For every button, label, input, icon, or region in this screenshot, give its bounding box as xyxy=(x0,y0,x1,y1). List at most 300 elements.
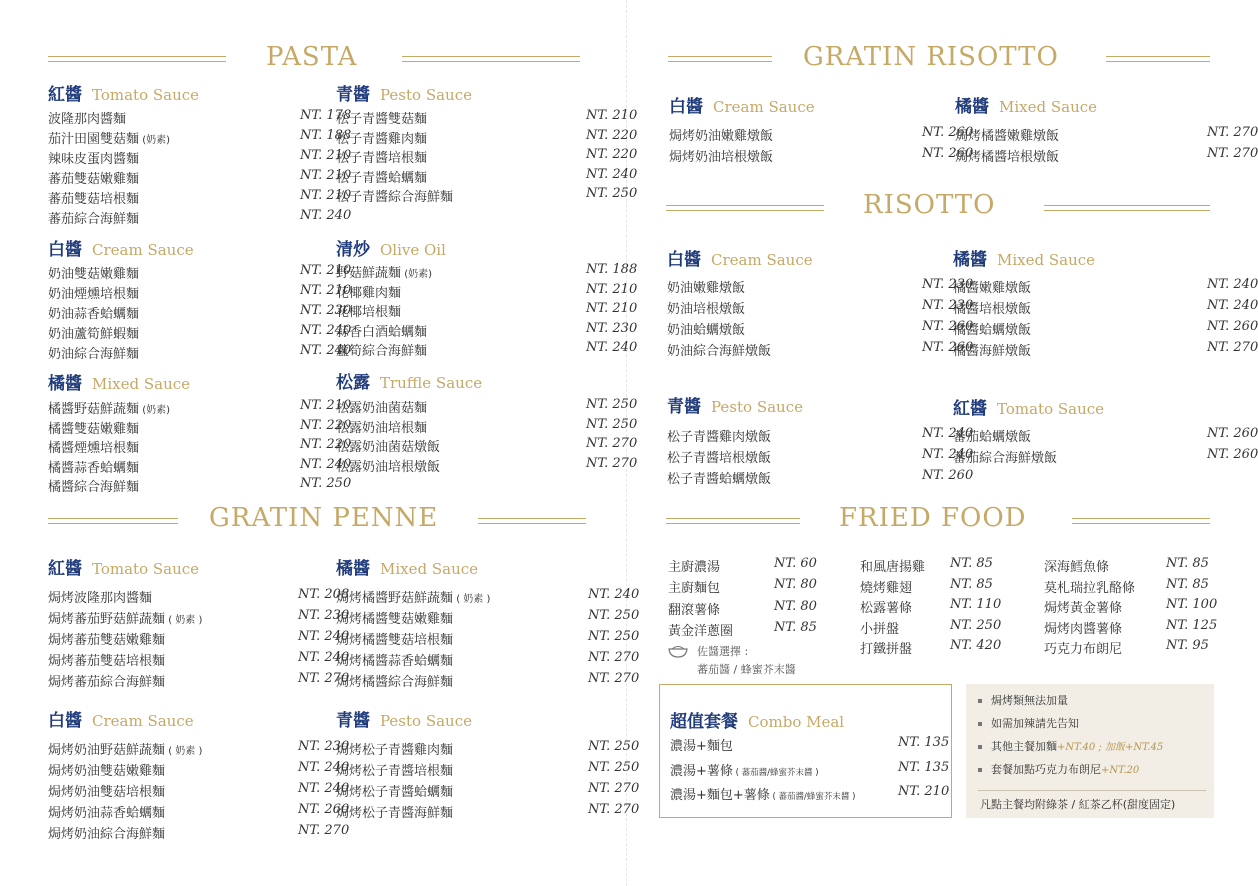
item-name: 焗烤奶油雙菇培根麵 xyxy=(48,785,166,800)
item-name: 茄汁田園雙菇麵 (奶素) xyxy=(48,132,170,147)
item-name: 焗烤橘醬雙菇培根麵 xyxy=(336,633,454,648)
dip-options: 蕃茄醬 / 蜂蜜芥末醬 xyxy=(697,663,796,676)
item-price: NT. 250 xyxy=(588,608,640,623)
pasta-tomato-item xyxy=(48,168,350,188)
combo-header xyxy=(670,707,844,732)
item-price: NT. 208 xyxy=(298,587,350,602)
item-price: NT. 270 xyxy=(586,455,638,471)
fried-col3-item xyxy=(1044,597,1216,617)
item-price: NT. 270 xyxy=(588,650,640,665)
rule xyxy=(666,518,800,524)
item-name: 橘醬雙菇嫩雞麵 xyxy=(48,421,140,437)
note-text: 套餐加點巧克力布朗尼 xyxy=(991,763,1101,776)
item-name: 焗烤松子青醬雞肉麵 xyxy=(336,743,454,758)
risotto-tomato-header xyxy=(953,394,1104,419)
risotto-pesto-item xyxy=(667,468,972,488)
item-price: NT. 85 xyxy=(1166,576,1209,592)
item-name: 蕃茄雙菇嫩雞麵 xyxy=(48,172,140,187)
item-price: NT. 178 xyxy=(300,108,352,123)
sauce-name-zh: 紅醬 xyxy=(953,399,987,419)
item-price: NT. 60 xyxy=(774,556,817,571)
pasta-cream-item xyxy=(48,303,350,323)
section-title-gratin-penne: GRATIN PENNE xyxy=(209,503,439,533)
item-name: 焗烤奶油蒜香蛤蠣麵 xyxy=(48,806,166,821)
sauce-name-en: Mixed Sauce xyxy=(92,375,191,393)
pasta-tomato-item xyxy=(48,188,350,208)
item-name: 松子青醬蛤蠣麵 xyxy=(336,170,428,186)
item-price: NT. 80 xyxy=(774,577,817,593)
risotto-cream-item xyxy=(667,298,972,318)
combo-item xyxy=(670,735,950,755)
item-price: NT. 250 xyxy=(588,760,640,775)
item-name: 奶油蛤蠣燉飯 xyxy=(667,323,746,338)
pasta-mixed-item xyxy=(48,457,350,477)
pasta-olive-item xyxy=(336,262,636,282)
item-price: NT. 250 xyxy=(586,416,638,432)
item-name: 焗烤松子青醬海鮮麵 xyxy=(336,806,454,821)
pasta-pesto-item xyxy=(336,147,636,167)
fried-col3-item xyxy=(1044,577,1216,597)
item-name: 奶油綜合海鮮麵 xyxy=(48,347,140,362)
fried-col2-item xyxy=(860,597,1000,617)
item-name: 蕃茄雙菇培根麵 xyxy=(48,192,140,207)
divider xyxy=(978,790,1206,791)
item-price: NT. 270 xyxy=(298,671,350,686)
item-name: 橘醬煙燻培根麵 xyxy=(48,441,140,456)
pasta-olive-item xyxy=(336,282,636,302)
pasta-mixed-item xyxy=(48,437,350,457)
item-price: NT. 210 xyxy=(300,148,352,163)
penne-cream-item xyxy=(48,823,348,843)
gratin-risotto-mixed-header xyxy=(955,92,1097,117)
item-price: NT. 110 xyxy=(950,597,1002,612)
combo-item-price: NT. 135 xyxy=(898,760,950,775)
rule xyxy=(478,518,586,524)
item-price: NT. 85 xyxy=(950,556,993,571)
item-name: 橘醬蒜香蛤蠣麵 xyxy=(48,460,140,476)
item-price: NT. 240 xyxy=(1207,298,1258,313)
item-price: NT. 260 xyxy=(922,125,974,140)
item-price: NT. 85 xyxy=(950,576,993,592)
risotto-cream-item xyxy=(667,277,972,297)
rule xyxy=(1044,205,1210,211)
fried-col2-item xyxy=(860,577,1000,597)
combo-item-price: NT. 210 xyxy=(898,784,950,799)
note-text: 其他主餐加麵 xyxy=(991,740,1057,753)
bullet-icon xyxy=(978,768,982,772)
item-price: NT. 260 xyxy=(1207,319,1258,334)
combo-item-name: 濃湯+麵包 xyxy=(670,739,733,754)
fried-col2-item xyxy=(860,618,1000,638)
penne-mixed-item xyxy=(336,608,638,628)
item-price: NT. 420 xyxy=(950,638,1002,653)
item-price: NT. 210 xyxy=(586,301,638,316)
risotto-mixed-item xyxy=(953,298,1257,318)
pasta-cream-item xyxy=(48,323,350,343)
rule xyxy=(1072,518,1210,524)
item-name: 花椰培根麵 xyxy=(336,305,402,320)
notes-footer: 凡點主餐均附綠茶 / 紅茶乙杯(甜度固定) xyxy=(980,798,1176,811)
item-name: 松露薯條 xyxy=(860,601,913,616)
item-price: NT. 85 xyxy=(1166,556,1209,571)
item-price: NT. 240 xyxy=(298,629,350,644)
note-item xyxy=(978,692,1068,708)
bullet-icon xyxy=(978,699,982,703)
penne-mixed-header xyxy=(336,554,478,579)
dip-bowl-icon xyxy=(667,643,689,663)
item-name: 黃金洋蔥圈 xyxy=(668,623,734,639)
penne-cream-item xyxy=(48,802,348,822)
sauce-name-en: Cream Sauce xyxy=(711,251,813,269)
gratin-risotto-mixed-item xyxy=(955,125,1257,145)
item-name: 奶油培根燉飯 xyxy=(667,302,746,317)
item-name: 松露奶油培根麵 xyxy=(336,420,428,436)
pasta-pesto-item xyxy=(336,167,636,187)
item-price: NT. 210 xyxy=(586,281,638,297)
item-name: 焗烤橘醬蒜香蛤蠣麵 xyxy=(336,654,454,669)
item-price: NT. 240 xyxy=(298,781,350,796)
item-name: 焗烤奶油雙菇嫩雞麵 xyxy=(48,764,166,779)
item-name: 松露奶油培根燉飯 xyxy=(336,459,441,475)
item-price: NT. 250 xyxy=(586,186,638,201)
item-price: NT. 230 xyxy=(298,739,350,754)
item-name: 奶油煙燻培根麵 xyxy=(48,287,140,302)
penne-tomato-header xyxy=(48,554,199,579)
sauce-name-zh: 清炒 xyxy=(336,240,370,260)
item-price: NT. 230 xyxy=(298,608,350,623)
penne-mixed-item xyxy=(336,671,638,691)
item-name: 焗烤橘醬野菇鮮蔬麵 ( 奶素 ) xyxy=(336,591,491,606)
note-text: 如需加辣請先告知 xyxy=(991,717,1079,730)
note-item xyxy=(978,761,1139,777)
item-name: 橘醬蛤蠣燉飯 xyxy=(953,323,1032,338)
penne-tomato-item xyxy=(48,650,348,670)
item-name: 蕃茄綜合海鮮燉飯 xyxy=(953,451,1058,466)
note-item xyxy=(978,738,1163,754)
item-price: NT. 240 xyxy=(298,760,350,775)
item-name: 焗烤橘醬嫩雞燉飯 xyxy=(955,129,1060,144)
risotto-mixed-item xyxy=(953,277,1257,297)
risotto-cream-header xyxy=(667,245,813,270)
item-price: NT. 270 xyxy=(586,436,638,451)
fried-col2-item xyxy=(860,556,1000,576)
item-name: 焗烤蕃茄野菇鮮蔬麵 ( 奶素 ) xyxy=(48,612,203,627)
pasta-tomato-item xyxy=(48,108,350,128)
fried-col3-item xyxy=(1044,618,1216,638)
penne-tomato-item xyxy=(48,587,348,607)
item-price: NT. 220 xyxy=(300,437,352,452)
rule xyxy=(48,518,178,524)
rule xyxy=(48,56,226,62)
sauce-name-zh: 白醬 xyxy=(669,97,703,117)
pasta-mixed-item xyxy=(48,398,350,418)
sauce-name-zh: 松露 xyxy=(336,373,370,393)
item-price: NT. 188 xyxy=(586,262,638,277)
combo-item-price: NT. 135 xyxy=(898,735,950,750)
gratin-risotto-mixed-item xyxy=(955,146,1257,166)
gratin-risotto-cream-header xyxy=(669,92,815,117)
sauce-name-en: Truffle Sauce xyxy=(380,374,483,392)
item-name: 松露奶油菌菇麵 xyxy=(336,401,428,416)
item-name: 焗烤奶油綜合海鮮麵 xyxy=(48,827,166,842)
pasta-mixed-item xyxy=(48,418,350,438)
risotto-pesto-item xyxy=(667,447,972,467)
pasta-truffle-item xyxy=(336,456,636,476)
penne-cream-item xyxy=(48,781,348,801)
item-price: NT. 230 xyxy=(586,320,638,336)
item-name: 松子青醬蛤蠣燉飯 xyxy=(667,472,772,487)
item-price: NT. 270 xyxy=(588,781,640,796)
risotto-cream-item xyxy=(667,319,972,339)
item-name: 焗烤橘醬雙菇嫩雞麵 xyxy=(336,612,454,627)
sauce-name-en: Tomato Sauce xyxy=(92,560,200,578)
item-name: 巧克力布朗尼 xyxy=(1044,642,1123,657)
item-price: NT. 210 xyxy=(586,108,638,123)
pasta-cream-item xyxy=(48,263,350,283)
item-name: 蘆筍綜合海鮮麵 xyxy=(336,344,428,359)
item-price: NT. 240 xyxy=(300,208,352,223)
risotto-mixed-item xyxy=(953,319,1257,339)
item-name: 橘醬野菇鮮蔬麵 (奶素) xyxy=(48,402,170,417)
item-price: NT. 250 xyxy=(950,617,1002,633)
pasta-olive-item xyxy=(336,301,636,321)
item-price: NT. 210 xyxy=(300,263,352,278)
note-item xyxy=(978,715,1079,731)
item-price: NT. 210 xyxy=(300,188,352,203)
item-price: NT. 240 xyxy=(300,323,352,338)
pasta-tomato-item xyxy=(48,148,350,168)
rule xyxy=(666,205,824,211)
item-name: 橘醬綜合海鮮麵 xyxy=(48,480,140,495)
risotto-mixed-header xyxy=(953,245,1095,270)
penne-cream-item xyxy=(48,760,348,780)
item-price: NT. 250 xyxy=(586,397,638,412)
item-price: NT. 188 xyxy=(300,128,352,143)
pasta-truffle-header xyxy=(336,368,482,393)
pasta-pesto-item xyxy=(336,108,636,128)
item-price: NT. 270 xyxy=(1207,146,1258,161)
pasta-truffle-item xyxy=(336,436,636,456)
item-name: 焗烤橘醬培根燉飯 xyxy=(955,150,1060,165)
item-price: NT. 240 xyxy=(588,587,640,602)
risotto-pesto-item xyxy=(667,426,972,446)
item-name: 橘醬嫩雞燉飯 xyxy=(953,281,1032,296)
penne-pesto-item xyxy=(336,781,638,801)
item-name: 橘醬海鮮燉飯 xyxy=(953,344,1032,359)
item-price: NT. 250 xyxy=(588,739,640,754)
item-price: NT. 260 xyxy=(1207,426,1258,441)
item-price: NT. 220 xyxy=(586,127,638,143)
sauce-name-zh: 青醬 xyxy=(336,85,370,105)
item-name: 打鐵拼盤 xyxy=(860,642,913,657)
item-name: 松子青醬綜合海鮮麵 xyxy=(336,190,454,205)
risotto-pesto-header xyxy=(667,392,803,417)
pasta-pesto-item xyxy=(336,128,636,148)
pasta-pesto-item xyxy=(336,186,636,206)
item-name: 奶油綜合海鮮燉飯 xyxy=(667,344,772,359)
combo-item-name: 濃湯+麵包+薯條 ( 蕃茄醬/蜂蜜芥末醬 ) xyxy=(670,788,856,803)
penne-mixed-item xyxy=(336,650,638,670)
sauce-name-en: Tomato Sauce xyxy=(92,86,200,104)
item-price: NT. 240 xyxy=(922,426,974,441)
rule xyxy=(402,56,580,62)
item-price: NT. 250 xyxy=(300,476,352,491)
item-name: 奶油雙菇嫩雞麵 xyxy=(48,267,140,282)
item-price: NT. 230 xyxy=(300,303,352,318)
sauce-name-en: Cream Sauce xyxy=(713,98,815,116)
combo-item xyxy=(670,784,950,804)
sauce-name-en: Mixed Sauce xyxy=(997,251,1096,269)
pasta-olive-header xyxy=(336,235,446,260)
item-name: 辣味皮蛋肉醬麵 xyxy=(48,152,140,167)
item-price: NT. 240 xyxy=(922,447,974,462)
item-name: 野菇鮮蔬麵 (奶素) xyxy=(336,266,432,281)
note-text: 焗烤類無法加量 xyxy=(991,694,1068,707)
sauce-name-en: Pesto Sauce xyxy=(711,398,803,416)
item-name: 焗烤奶油培根燉飯 xyxy=(669,150,774,165)
pasta-mixed-header xyxy=(48,369,190,394)
pasta-tomato-header xyxy=(48,80,199,105)
fried-col1-item xyxy=(668,620,824,640)
item-name: 焗烤橘醬綜合海鮮麵 xyxy=(336,675,454,690)
item-price: NT. 270 xyxy=(588,802,640,817)
item-price: NT. 85 xyxy=(774,619,817,635)
penne-cream-header xyxy=(48,706,194,731)
pasta-tomato-item xyxy=(48,208,350,228)
pasta-olive-item xyxy=(336,321,636,341)
penne-mixed-item xyxy=(336,587,638,607)
item-name: 莫札瑞拉乳酪條 xyxy=(1044,580,1136,596)
sauce-name-en: Mixed Sauce xyxy=(380,560,479,578)
penne-cream-item xyxy=(48,739,348,759)
sauce-name-en: Tomato Sauce xyxy=(997,400,1105,418)
sauce-name-zh: 青醬 xyxy=(667,397,701,417)
sauce-name-zh: 橘醬 xyxy=(953,250,987,270)
item-name: 奶油蒜香蛤蠣麵 xyxy=(48,307,140,322)
pasta-pesto-header xyxy=(336,80,472,105)
sauce-name-en: Pesto Sauce xyxy=(380,712,472,730)
item-price: NT. 240 xyxy=(586,166,638,182)
notes-panel xyxy=(966,684,1214,818)
risotto-tomato-item xyxy=(953,447,1257,467)
rule xyxy=(668,56,772,62)
pasta-cream-header xyxy=(48,235,194,260)
item-name: 蕃茄綜合海鮮麵 xyxy=(48,212,140,227)
item-name: 焗烤奶油野菇鮮蔬麵 ( 奶素 ) xyxy=(48,743,203,758)
item-name: 焗烤蕃茄雙菇培根麵 xyxy=(48,654,166,669)
fried-col3-item xyxy=(1044,556,1216,576)
fried-col1-item xyxy=(668,556,824,576)
sauce-name-zh: 白醬 xyxy=(667,250,701,270)
item-price: NT. 220 xyxy=(300,417,352,433)
item-price: NT. 260 xyxy=(1207,447,1258,462)
item-name: 深海鱈魚條 xyxy=(1044,560,1110,575)
pasta-cream-item xyxy=(48,283,350,303)
item-price: NT. 210 xyxy=(300,168,352,183)
item-price: NT. 260 xyxy=(922,468,974,483)
item-price: NT. 240 xyxy=(298,650,350,665)
item-name: 橘醬培根燉飯 xyxy=(953,302,1032,317)
fried-col3-item xyxy=(1044,638,1216,658)
item-name: 焗烤黃金薯條 xyxy=(1044,601,1123,616)
item-name: 焗烤蕃茄綜合海鮮麵 xyxy=(48,675,166,690)
combo-title-en: Combo Meal xyxy=(748,713,845,731)
item-price: NT. 240 xyxy=(586,340,638,355)
item-name: 主廚濃湯 xyxy=(668,560,721,575)
item-name: 小拼盤 xyxy=(860,621,900,637)
fried-col1-item xyxy=(668,599,824,619)
combo-title-zh: 超值套餐 xyxy=(670,712,738,732)
section-title-risotto: RISOTTO xyxy=(863,190,996,220)
item-price: NT. 125 xyxy=(1166,617,1218,633)
pasta-mixed-item xyxy=(48,476,350,496)
item-name: 松子青醬雙菇麵 xyxy=(336,112,428,127)
penne-pesto-item xyxy=(336,760,638,780)
gratin-risotto-cream-item xyxy=(669,125,972,145)
sauce-name-zh: 白醬 xyxy=(48,240,82,260)
item-price: NT. 240 xyxy=(1207,277,1258,292)
item-name: 奶油嫩雞燉飯 xyxy=(667,281,746,296)
item-name: 松子青醬雞肉燉飯 xyxy=(667,430,772,445)
sauce-name-en: Cream Sauce xyxy=(92,712,194,730)
item-name: 波隆那肉醬麵 xyxy=(48,112,127,127)
item-name: 花椰雞肉麵 xyxy=(336,285,402,301)
item-name: 焗烤松子青醬培根麵 xyxy=(336,764,454,779)
item-price: NT. 230 xyxy=(922,277,974,292)
penne-tomato-item xyxy=(48,608,348,628)
section-title-pasta: PASTA xyxy=(266,42,358,72)
item-price: NT. 80 xyxy=(774,598,817,614)
item-name: 松子青醬培根燉飯 xyxy=(667,451,772,466)
penne-pesto-item xyxy=(336,802,638,822)
item-name: 燒烤雞翅 xyxy=(860,580,913,596)
item-price: NT. 260 xyxy=(922,319,974,334)
item-name: 松子青醬雞肉麵 xyxy=(336,131,428,147)
pasta-truffle-item xyxy=(336,417,636,437)
penne-pesto-item xyxy=(336,739,638,759)
risotto-tomato-item xyxy=(953,426,1257,446)
item-name: 焗烤肉醬薯條 xyxy=(1044,621,1123,637)
dip-label: 佐醬選擇 : xyxy=(697,645,749,658)
sauce-name-zh: 白醬 xyxy=(48,711,82,731)
item-name: 焗烤奶油嫩雞燉飯 xyxy=(669,129,774,144)
item-price: NT. 220 xyxy=(586,147,638,162)
item-name: 蒜香白酒蛤蠣麵 xyxy=(336,324,428,340)
pasta-olive-item xyxy=(336,340,636,360)
section-title-fried-food: FRIED FOOD xyxy=(839,503,1027,533)
item-price: NT. 270 xyxy=(1207,125,1258,140)
risotto-cream-item xyxy=(667,340,972,360)
combo-item xyxy=(670,760,950,780)
note-price: +NT.40 ; 加飯+NT.45 xyxy=(1057,742,1164,753)
item-price: NT. 270 xyxy=(298,823,350,838)
item-price: NT. 240 xyxy=(300,343,352,358)
sauce-name-en: Mixed Sauce xyxy=(999,98,1098,116)
penne-tomato-item xyxy=(48,671,348,691)
item-price: NT. 260 xyxy=(298,802,350,817)
item-price: NT. 100 xyxy=(1166,597,1218,612)
penne-tomato-item xyxy=(48,629,348,649)
pasta-tomato-item xyxy=(48,128,350,148)
pasta-cream-item xyxy=(48,343,350,363)
item-name: 蕃茄蛤蠣燉飯 xyxy=(953,430,1032,445)
item-price: NT. 230 xyxy=(922,298,974,313)
item-price: NT. 270 xyxy=(588,671,640,686)
sauce-name-zh: 紅醬 xyxy=(48,85,82,105)
sauce-name-zh: 橘醬 xyxy=(955,97,989,117)
gratin-risotto-cream-item xyxy=(669,146,972,166)
pasta-truffle-item xyxy=(336,397,636,417)
